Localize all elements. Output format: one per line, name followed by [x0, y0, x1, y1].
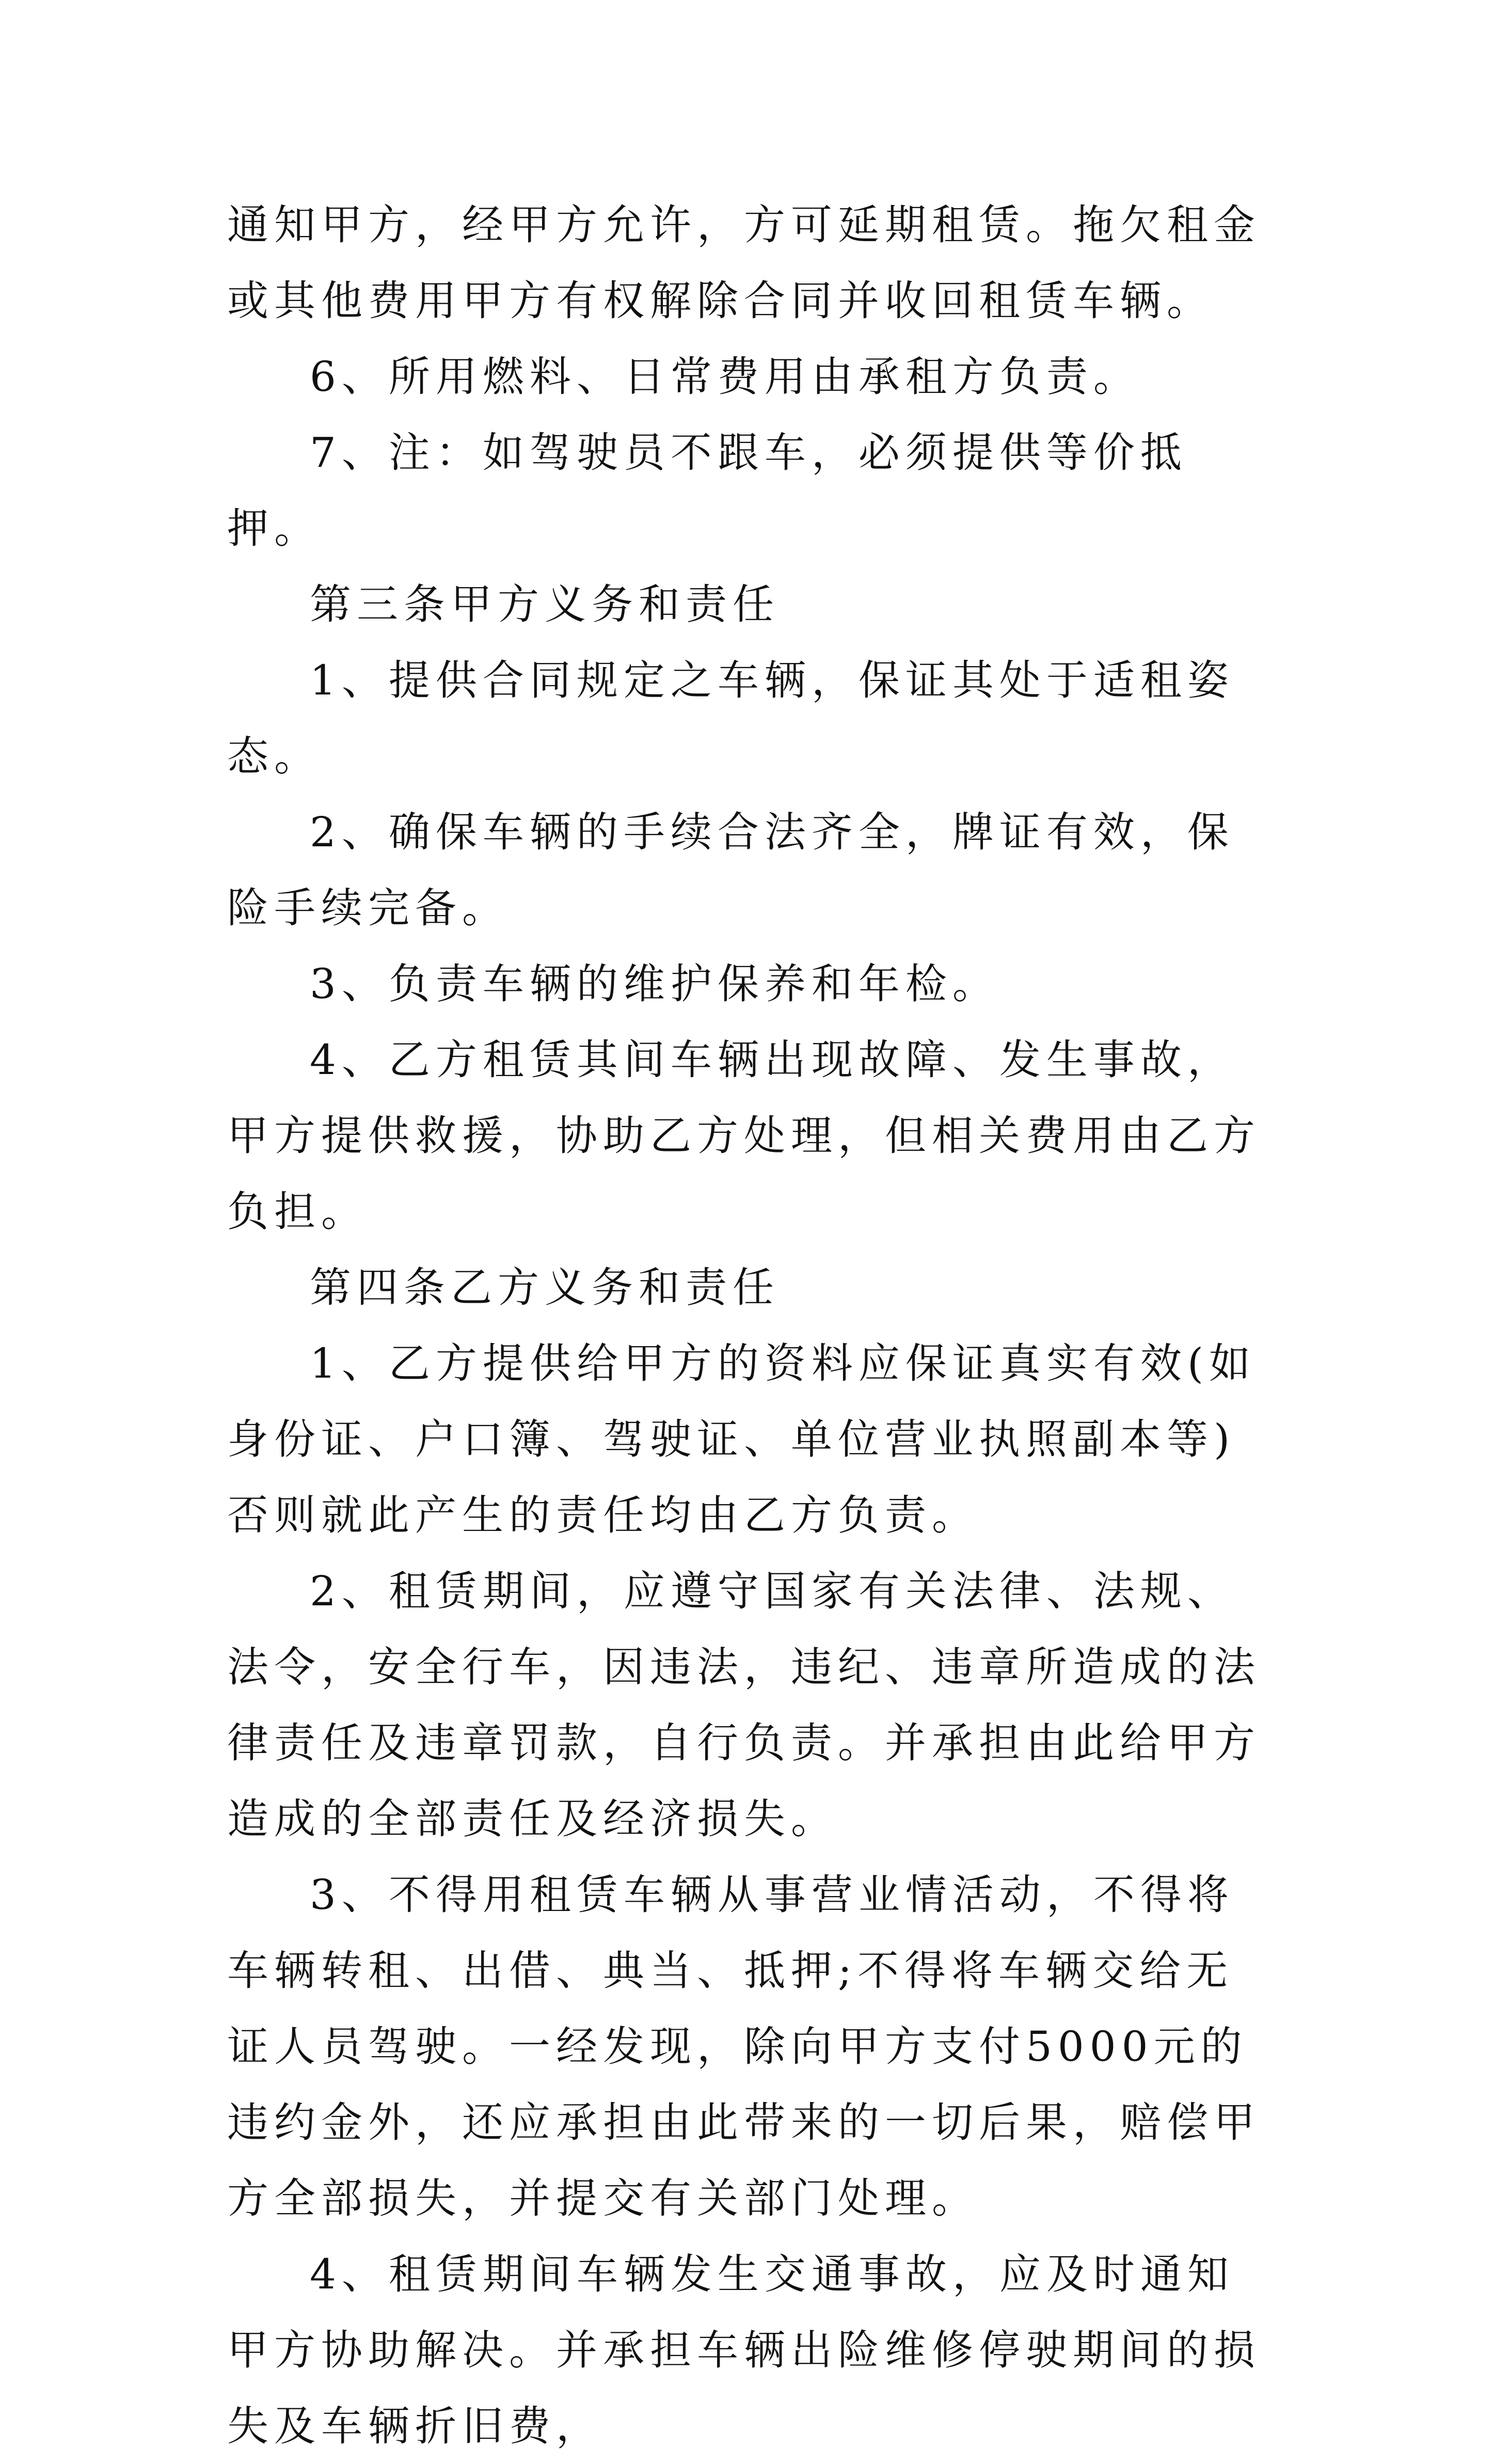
paragraph-article-3-item-4: 4、乙方租赁其间车辆出现故障、发生事故，甲方提供救援，协助乙方处理，但相关费用由乙方负担。 [227, 1036, 1261, 1236]
paragraph-article-4-item-1: 1、乙方提供给甲方的资料应保证真实有效(如身份证、户口簿、驾驶证、单位营业执照副本等)否则就此产生的责任均由乙方负责。 [227, 1339, 1257, 1539]
paragraph-article-4-item-4: 4、租赁期间车辆发生交通事故，应及时通知甲方协助解决。并承担车辆出险维修停驶期间的损失及车辆折旧费， [227, 2250, 1261, 2450]
paragraph-continuation: 通知甲方，经甲方允许，方可延期租赁。拖欠租金或其他费用甲方有权解除合同并收回租赁车辆。 [227, 201, 1261, 325]
paragraph-article-4-item-2: 2、租赁期间，应遵守国家有关法律、法规、法令，安全行车，因违法，违纪、违章所造成的法律责任及违章罚款，自行负责。并承担由此给甲方造成的全部责任及经济损失。 [227, 1567, 1261, 1843]
paragraph-article-3-item-1: 1、提供合同规定之车辆，保证其处于适租姿态。 [227, 656, 1234, 780]
section-heading-article-3: 第三条甲方义务和责任 [310, 580, 780, 628]
paragraph-item-7: 7、注：如驾驶员不跟车，必须提供等价抵押。 [227, 429, 1187, 552]
document-body [227, 187, 1265, 2464]
paragraph-article-3-item-2: 2、确保车辆的手续合法齐全，牌证有效，保险手续完备。 [227, 808, 1234, 932]
section-heading-article-4: 第四条乙方义务和责任 [310, 1263, 780, 1312]
paragraph-item-6: 6、所用燃料、日常费用由承租方负责。 [310, 353, 1140, 401]
paragraph-article-4-item-3: 3、不得用租赁车辆从事营业情活动，不得将车辆转租、出借、典当、抵押;不得将车辆交给无证人员驾驶。一经发现，除向甲方支付5000元的违约金外，还应承担由此带来的一切后果，赔偿甲方全部损失，并提交有关部门处理。 [227, 1871, 1261, 2222]
paragraph-article-3-item-3: 3、负责车辆的维护保养和年检。 [310, 960, 999, 1008]
